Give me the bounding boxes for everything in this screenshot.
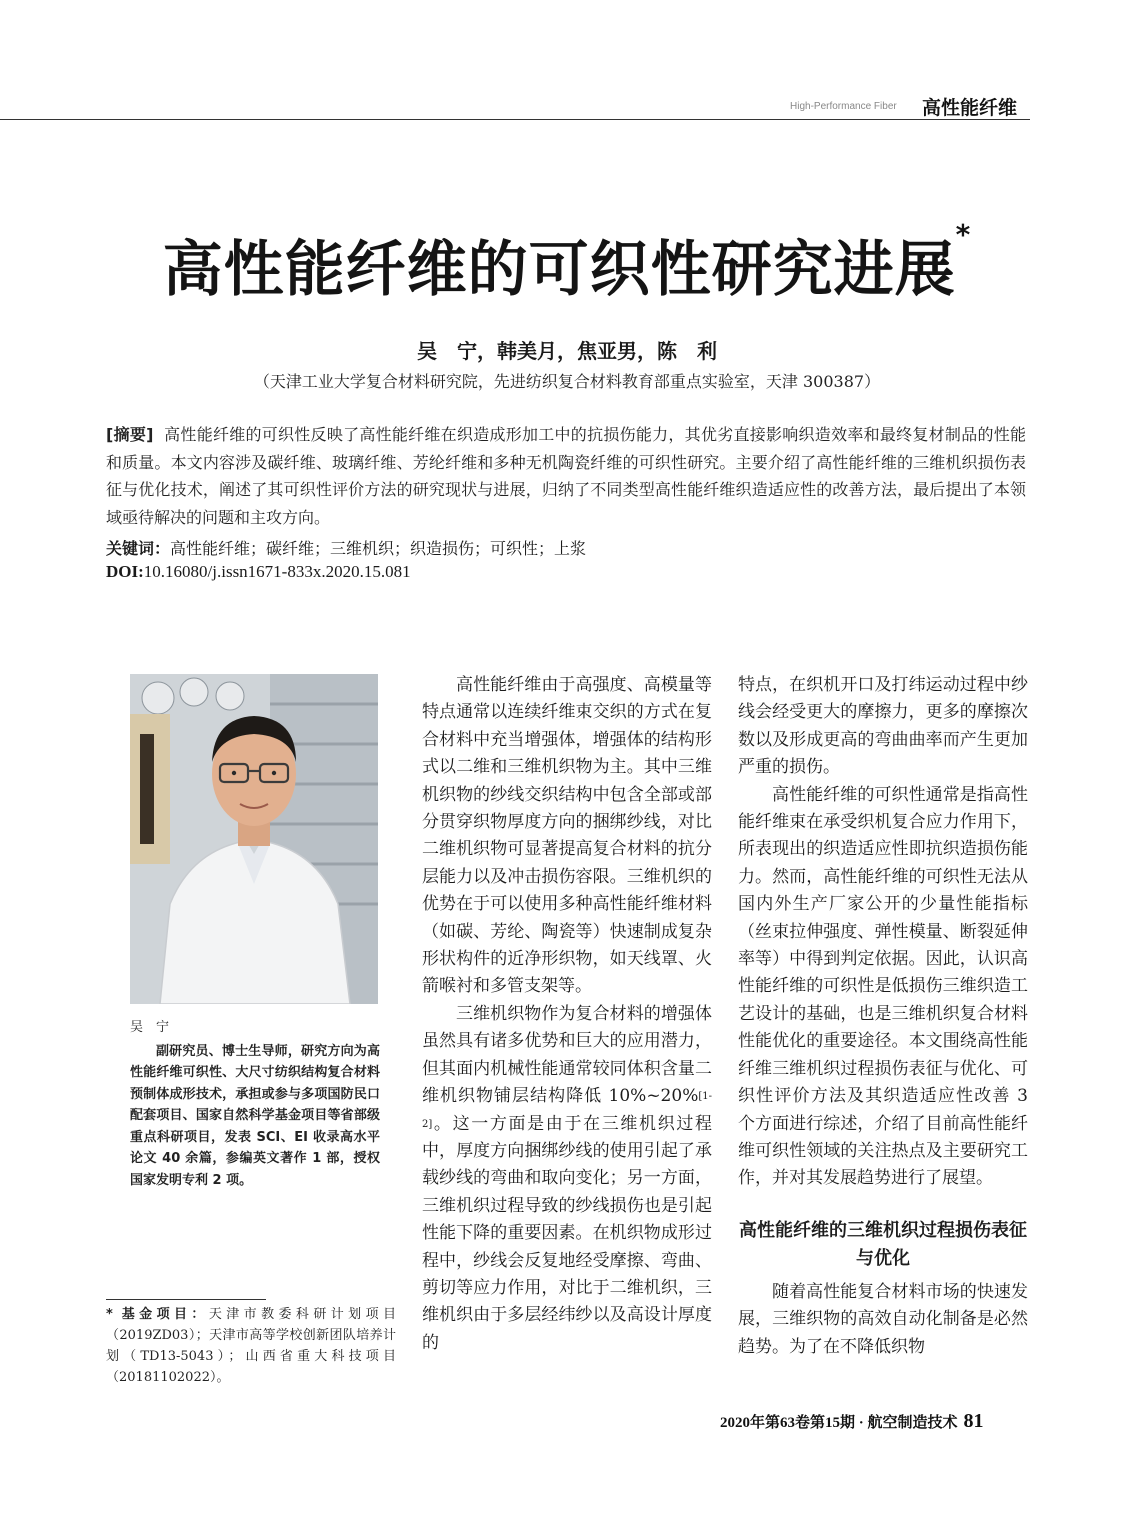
author-photo bbox=[130, 674, 378, 1004]
page-footer bbox=[720, 1410, 984, 1433]
citation-ref: [1-2] bbox=[422, 1091, 712, 1130]
body-paragraph-2-continued: 特点，在织机开口及打纬运动过程中纱线会经受更大的摩擦力，更多的摩擦次数以及形成更高的弯曲曲率而产生更加严重的损伤。 bbox=[738, 675, 1028, 778]
affiliation: （天津工业大学复合材料研究院，先进纺织复合材料教育部重点实验室，天津 300387） bbox=[253, 372, 881, 391]
header-rule bbox=[0, 119, 1030, 120]
body-paragraph-4: 随着高性能复合材料市场的快速发展，三维织物的高效自动化制备是必然趋势。为了在不降低织物 bbox=[738, 1281, 1028, 1357]
footer-journal-issue: 2020年第63卷第15期 · 航空制造技术 bbox=[720, 1415, 958, 1431]
doi bbox=[106, 562, 411, 582]
funding-footnote bbox=[106, 1304, 396, 1388]
keywords-label: 关键词： bbox=[106, 539, 171, 558]
body-paragraph-2-part-b: 。这一方面是由于在三维机织过程中，厚度方向捆绑纱线的使用引起了承载纱线的弯曲和取向变化；另一方面，三维机织过程导致的纱线损伤也是引起性能下降的重要因素。在机织物成形过程中，纱线会反复地经受摩擦、弯曲、剪切等应力作用，对比于二维机织，三维机织由于多层经纬纱以及高设计厚度的 bbox=[422, 1113, 712, 1353]
author-profile-name: 吴 宁 bbox=[130, 1020, 170, 1035]
body-paragraph-2 bbox=[422, 1001, 712, 1357]
body-column-1 bbox=[422, 672, 712, 1357]
footnote-rule bbox=[106, 1299, 266, 1300]
doi-text: 10.16080/j.issn1671-833x.2020.15.081 bbox=[143, 562, 411, 581]
body-column-2 bbox=[738, 672, 1028, 1361]
keywords-text: 高性能纤维；碳纤维；三维机织；织造损伤；可织性；上浆 bbox=[170, 539, 587, 558]
section-heading: 高性能纤维的三维机织过程损伤表征与优化 bbox=[739, 1219, 1027, 1269]
funding-label: * 基金项目： bbox=[106, 1307, 209, 1322]
title-footnote-mark: * bbox=[955, 218, 972, 251]
author-profile-bio: 副研究员、博士生导师，研究方向为高性能纤维可织性、大尺寸纺织结构复合材料预制体成形技术，承担或参与多项国防民口配套项目、国家自然科学基金项目等省部级重点科研项目，发表 SCI、EI 收录高水平论文 40 余篇，参编英文著作 1 部，授权国家发明专利 2 项。 bbox=[130, 1043, 380, 1188]
article-title bbox=[0, 218, 1134, 308]
funding-text: 天津市教委科研计划项目（2019ZD03）；天津市高等学校创新团队培养计划（TD13-5043）；山西省重大科技项目（20181102022）。 bbox=[106, 1307, 396, 1385]
keywords bbox=[106, 535, 1026, 562]
header-journal-english: High-Performance Fiber bbox=[790, 101, 897, 112]
doi-label: DOI: bbox=[106, 562, 144, 581]
body-paragraph-1: 高性能纤维由于高强度、高模量等特点通常以连续纤维束交织的方式在复合材料中充当增强体，增强体的结构形式以二维和三维机织物为主。其中三维机织物的纱线交织结构中包含全部或部分贯穿织物厚度方向的捆绑纱线，对比二维机织物可显著提高复合材料的抗分层能力以及冲击损伤容限。三维机织的优势在于可以使用多种高性能纤维材料（如碳、芳纶、陶瓷等）快速制成复杂形状构件的近净形织物，如天线罩、火箭喉衬和多管支架等。 bbox=[422, 675, 712, 997]
body-paragraph-3: 高性能纤维的可织性通常是指高性能纤维束在承受织机复合应力作用下，所表现出的织造适应性即抗织造损伤能力。然而，高性能纤维的可织性无法从国内外生产厂家公开的少量性能指标（丝束拉伸强度、弹性模量、断裂延伸率等）中得到判定依据。因此，认识高性能纤维的可织性是低损伤三维织造工艺设计的基础，也是三维机织复合材料性能优化的重要途径。本文围绕高性能纤维三维机织过程损伤表征与优化、可织性评价方法及其织造适应性改善 3 个方面进行综述，介绍了目前高性能纤维可织性领域的关注热点及主要研究工作，并对其发展趋势进行了展望。 bbox=[738, 784, 1028, 1189]
abstract bbox=[106, 421, 1026, 531]
author-profile bbox=[130, 1017, 380, 1191]
page-number: 81 bbox=[963, 1410, 984, 1432]
body-paragraph-2-part-a: 三维机织物作为复合材料的增强体虽然具有诸多优势和巨大的应用潜力，但其面内机械性能通常较同体积含量二维机织物铺层结构降低 10%~20% bbox=[422, 1003, 712, 1107]
author-photo-graphic bbox=[130, 674, 378, 1004]
header-section-title: 高性能纤维 bbox=[922, 97, 1018, 119]
author-list: 吴 宁，韩美月，焦亚男，陈 利 bbox=[417, 339, 717, 363]
abstract-label: [摘要] bbox=[106, 425, 154, 444]
article-title-text: 高性能纤维的可织性研究进展 bbox=[162, 235, 956, 305]
abstract-text: 高性能纤维的可织性反映了高性能纤维在织造成形加工中的抗损伤能力，其优劣直接影响织造效率和最终复材制品的性能和质量。本文内容涉及碳纤维、玻璃纤维、芳纶纤维和多种无机陶瓷纤维的可织性研究。主要介绍了高性能纤维的三维机织损伤表征与优化技术，阐述了其可织性评价方法的研究现状与进展，归纳了不同类型高性能纤维织造适应性的改善方法，最后提出了本领域亟待解决的问题和主攻方向。 bbox=[106, 425, 1026, 527]
